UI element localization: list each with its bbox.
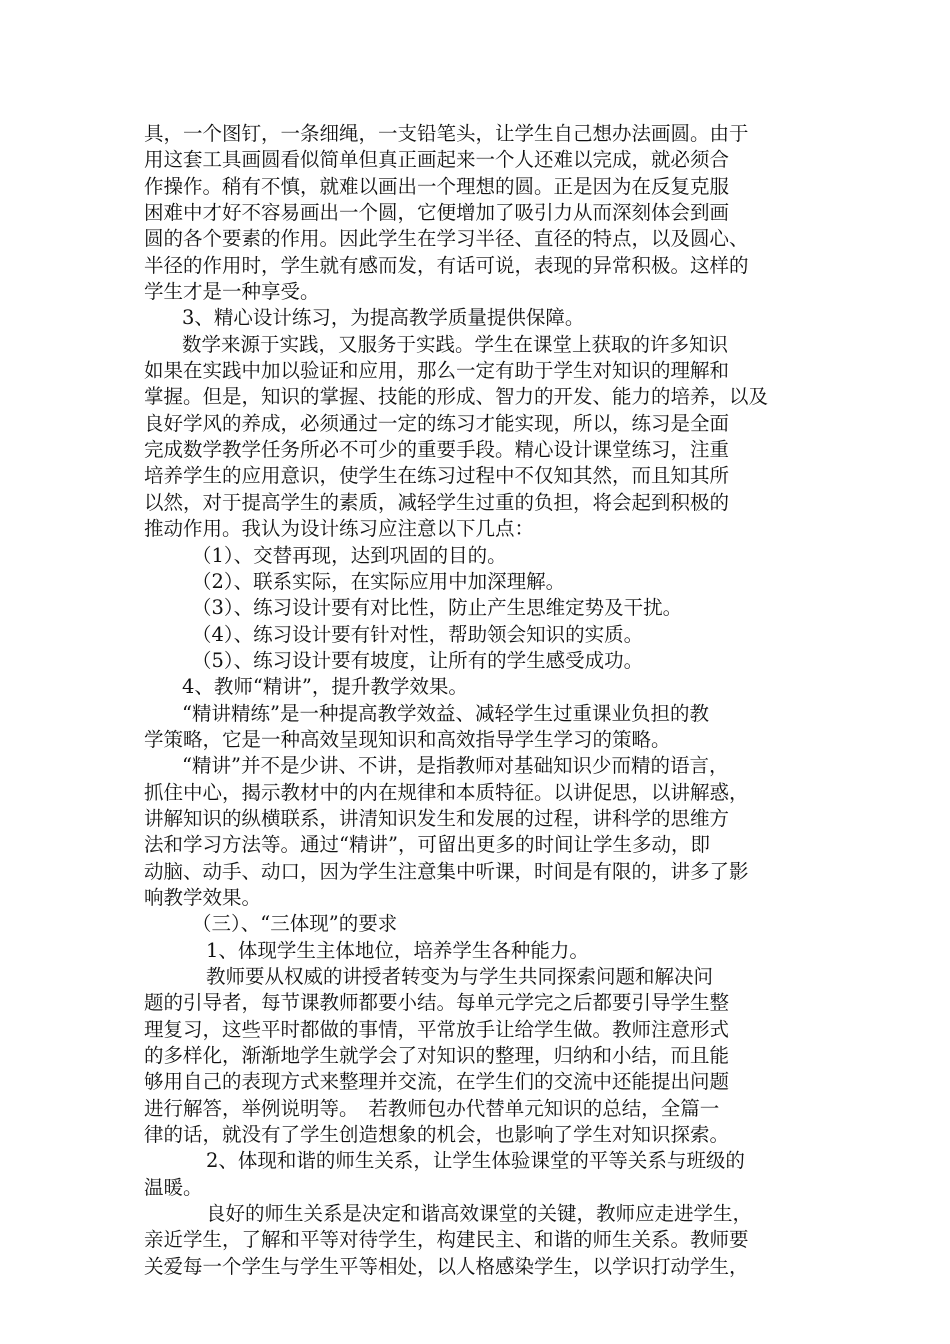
list-item: （2）、联系实际，在实际应用中加深理解。	[192, 569, 566, 593]
list-item: （3）、练习设计要有对比性，防止产生思维定势及干扰。	[192, 596, 683, 620]
text-line: “精讲精练”是一种提高教学效益、减轻学生过重课业负担的教	[182, 701, 709, 725]
text-line: 良好学风的养成，必须通过一定的练习才能实现，所以，练习是全面	[144, 411, 730, 435]
text-line: 法和学习方法等。通过“精讲”，可留出更多的时间让学生多动，即	[144, 833, 710, 857]
text-line: 响教学效果。	[144, 885, 262, 909]
text-line: 抓住中心，揭示教材中的内在规律和本质特征。以讲促思，以讲解惑，	[144, 780, 749, 804]
text-line: 够用自己的表现方式来整理并交流，在学生们的交流中还能提出问题	[144, 1070, 730, 1094]
text-line: 亲近学生，了解和平等对待学生，构建民主、和谐的师生关系。教师要	[144, 1228, 749, 1252]
text-line: 半径的作用时，学生就有感而发，有话可说，表现的异常积极。这样的	[144, 253, 749, 277]
section-heading: 1、体现学生主体地位，培养学生各种能力。	[206, 938, 589, 962]
section-heading: 3、精心设计练习，为提高教学质量提供保障。	[182, 306, 585, 330]
text-line: 的多样化，渐渐地学生就学会了对知识的整理，归纳和小结，而且能	[144, 1044, 730, 1068]
text-line: 教师要从权威的讲授者转变为与学生共同探索问题和解决问	[206, 965, 714, 988]
text-line: “精讲”并不是少讲、不讲，是指教师对基础知识少而精的语言，	[182, 754, 729, 778]
text-line: 困难中才好不容易画出一个圆，它便增加了吸引力从而深刻体会到画	[144, 201, 730, 225]
text-line: 良好的师生关系是决定和谐高效课堂的关键，教师应走进学生，	[206, 1202, 753, 1226]
text-line: 具，一个图钉，一条细绳，一支铅笔头，让学生自己想办法画圆。由于	[144, 122, 749, 145]
text-line: 讲解知识的纵横联系，讲清知识发生和发展的过程，讲科学的思维方	[144, 806, 730, 830]
text-line: 圆的各个要素的作用。因此学生在学习半径、直径的特点，以及圆心、	[144, 227, 749, 251]
text-line: 关爱每一个学生与学生平等相处，以人格感染学生，以学识打动学生，	[144, 1254, 749, 1278]
text-line: 进行解答，举例说明等。 若教师包办代替单元知识的总结，全篇一	[144, 1096, 720, 1120]
text-line: 律的话，就没有了学生创造想象的机会，也影响了学生对知识探索。	[144, 1123, 730, 1147]
text-line: 学策略，它是一种高效呈现知识和高效指导学生学习的策略。	[144, 727, 671, 751]
text-line: 理复习，这些平时都做的事情，平常放手让给学生做。教师注意形式	[144, 1017, 730, 1041]
text-line: 完成数学教学任务所必不可少的重要手段。精心设计课堂练习，注重	[144, 438, 730, 462]
text-line: 培养学生的应用意识，使学生在练习过程中不仅知其然，而且知其所	[144, 464, 730, 488]
section-heading: 4、教师“精讲”，提升教学效果。	[182, 675, 468, 699]
text-line: 温暖。	[144, 1175, 203, 1199]
text-line: 推动作用。我认为设计练习应注意以下几点：	[144, 517, 535, 541]
document-body	[144, 121, 826, 1280]
text-line: 数学来源于实践，又服务于实践。学生在课堂上获取的许多知识	[182, 332, 729, 356]
section-heading: （三）、“三体现”的要求	[192, 912, 398, 936]
text-line: 掌握。但是，知识的掌握、技能的形成、智力的开发、能力的培养，以及	[144, 385, 769, 409]
text-line: 题的引导者，每节课教师都要小结。每单元学完之后都要引导学生整	[144, 991, 730, 1015]
text-line: 如果在实践中加以验证和应用，那么一定有助于学生对知识的理解和	[144, 359, 730, 383]
text-line: 动脑、动手、动口，因为学生注意集中听课，时间是有限的，讲多了影	[144, 859, 749, 883]
text-line: 作操作。稍有不慎，就难以画出一个理想的圆。正是因为在反复克服	[144, 174, 730, 198]
list-item: （4）、练习设计要有针对性，帮助领会知识的实质。	[192, 622, 644, 646]
section-heading: 2、体现和谐的师生关系，让学生体验课堂的平等关系与班级的	[206, 1149, 745, 1173]
text-line: 用这套工具画圆看似简单但真正画起来一个人还难以完成，就必须合	[144, 148, 730, 172]
text-line: 以然，对于提高学生的素质，减轻学生过重的负担，将会起到积极的	[144, 490, 730, 514]
list-item: （1）、交替再现，达到巩固的目的。	[192, 543, 507, 567]
list-item: （5）、练习设计要有坡度，让所有的学生感受成功。	[192, 648, 644, 672]
text-line: 学生才是一种享受。	[144, 280, 320, 304]
